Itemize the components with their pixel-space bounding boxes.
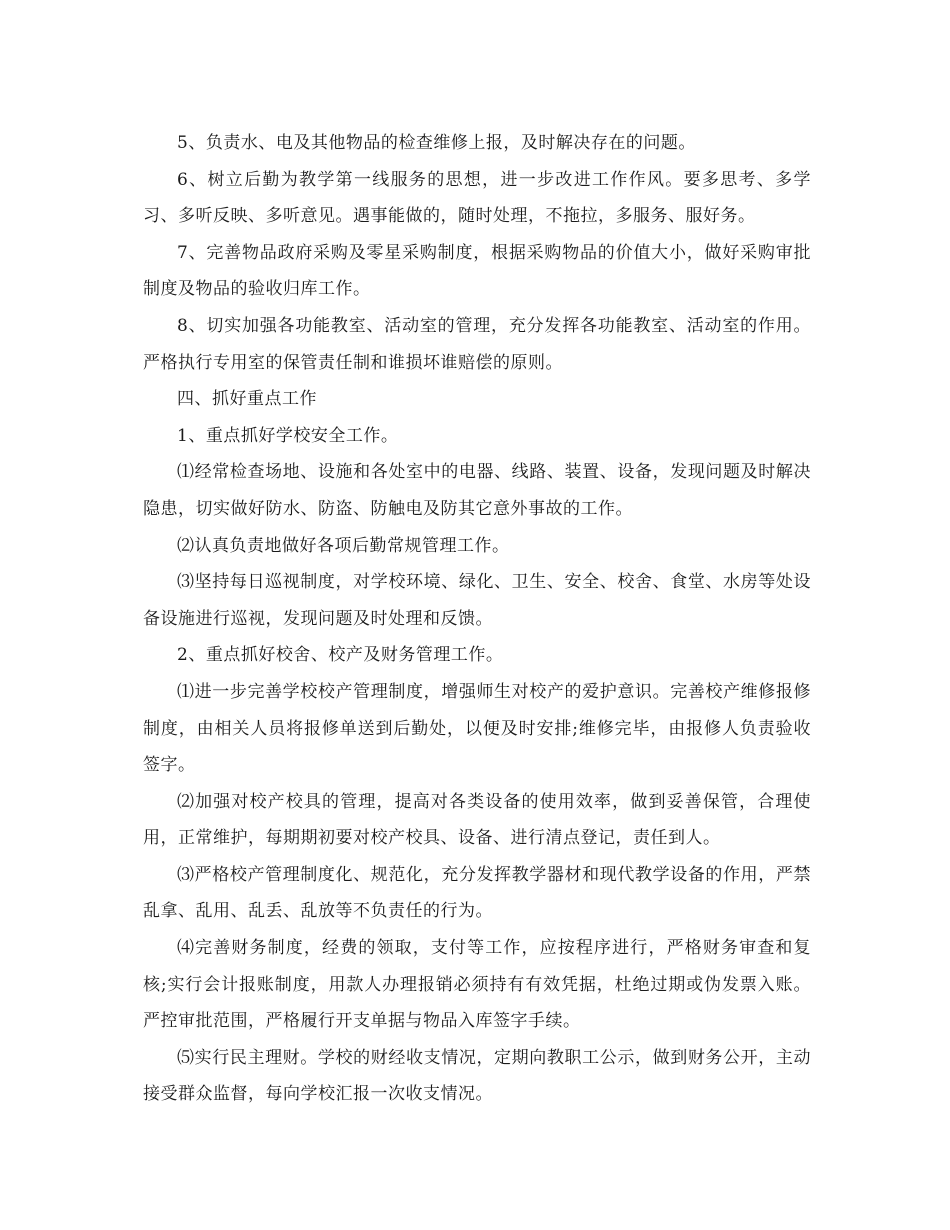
paragraph-item-6: 6、树立后勤为教学第一线服务的思想，进一步改进工作作风。要多思考、多学习、多听反映、多听意见。遇事能做的，随时处理，不拖拉，多服务、服好务。 xyxy=(143,169,811,227)
paragraph-item-7: 7、完善物品政府采购及零星采购制度，根据采购物品的价值大小，做好采购审批制度及物品的验收归库工作。 xyxy=(143,242,811,300)
subitem-2-2: ⑵加强对校产校具的管理，提高对各类设备的使用效率，做到妥善保管，合理使用，正常维护，每期期初要对校产校具、设备、进行清点登记，责任到人。 xyxy=(143,791,811,849)
subitem-1-1: ⑴经常检查场地、设施和各处室中的电器、线路、装置、设备，发现问题及时解决隐患，切实做好防水、防盗、防触电及防其它意外事故的工作。 xyxy=(143,462,811,519)
document-page xyxy=(143,125,811,1113)
subitem-2-4: ⑷完善财务制度，经费的领取，支付等工作，应按程序进行，严格财务审查和复核;实行会计报账制度，用款人办理报销必须持有有效凭据，杜绝过期或伪发票入账。严控审批范围，严格履行开支单据与物品入库签字手续。 xyxy=(143,938,811,1032)
subitem-2-3: ⑶严格校产管理制度化、规范化，充分发挥教学器材和现代教学设备的作用，严禁乱拿、乱用、乱丢、乱放等不负责任的行为。 xyxy=(143,864,811,922)
subitem-1-3: ⑶坚持每日巡视制度，对学校环境、绿化、卫生、安全、校舍、食堂、水房等处设备设施进行巡视，发现问题及时处理和反馈。 xyxy=(143,572,811,629)
subitem-2-1: ⑴进一步完善学校校产管理制度，增强师生对校产的爱护意识。完善校产维修报修制度，由相关人员将报修单送到后勤处，以便及时安排;维修完毕，由报修人负责验收签字。 xyxy=(143,681,811,776)
paragraph-item-5: 5、负责水、电及其他物品的检查维修上报，及时解决存在的问题。 xyxy=(177,133,696,153)
section-heading: 四、抓好重点工作 xyxy=(177,389,317,410)
subitem-2-5: ⑸实行民主理财。学校的财经收支情况，定期向教职工公示，做到财务公开，主动接受群众监督，每向学校汇报一次收支情况。 xyxy=(143,1047,811,1105)
paragraph-item-8: 8、切实加强各功能教室、活动室的管理，充分发挥各功能教室、活动室的作用。严格执行专用室的保管责任制和谁损坏谁赔偿的原则。 xyxy=(143,315,811,373)
subitem-1-2: ⑵认真负责地做好各项后勤常规管理工作。 xyxy=(177,535,510,556)
subsection-heading-1: 1、重点抓好学校安全工作。 xyxy=(177,425,399,446)
subsection-heading-2: 2、重点抓好校舍、校产及财务管理工作。 xyxy=(177,645,504,666)
